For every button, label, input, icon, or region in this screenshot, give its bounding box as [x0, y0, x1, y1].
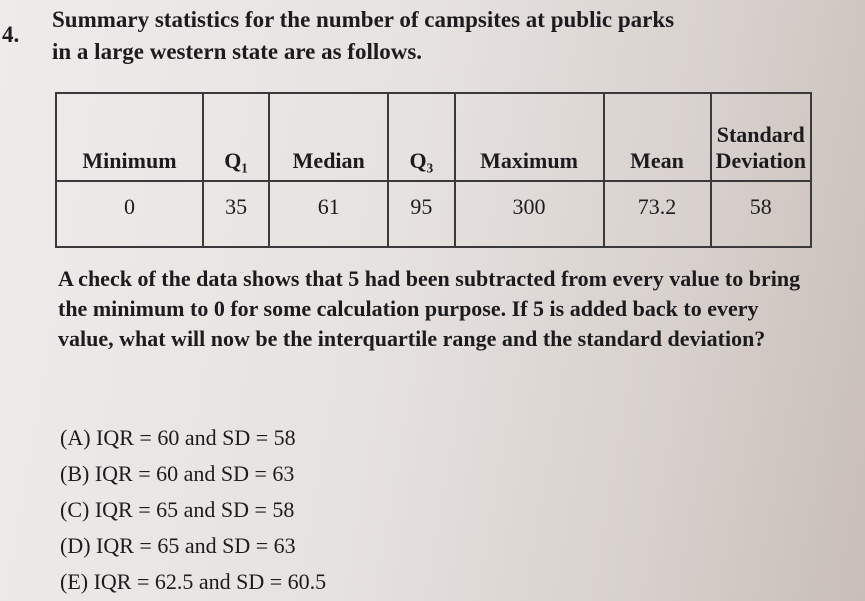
choice-a[interactable]: (A) IQR = 60 and SD = 58 [60, 425, 296, 450]
header-q1: Q₁ [203, 93, 269, 181]
answer-choices [60, 420, 326, 600]
choice-b[interactable]: (B) IQR = 60 and SD = 63 [60, 461, 295, 486]
question-title [52, 4, 832, 68]
value-maximum: 300 [455, 181, 604, 247]
value-mean: 73.2 [604, 181, 711, 247]
table-row [56, 181, 811, 247]
value-standard-deviation: 58 [711, 181, 811, 247]
summary-statistics-table [55, 92, 812, 248]
header-median: Median [269, 93, 388, 181]
header-maximum: Maximum [455, 93, 604, 181]
header-minimum: Minimum [56, 93, 203, 181]
choice-d[interactable]: (D) IQR = 65 and SD = 63 [60, 533, 296, 558]
header-mean: Mean [604, 93, 711, 181]
choice-c[interactable]: (C) IQR = 65 and SD = 58 [60, 497, 295, 522]
value-minimum: 0 [56, 181, 203, 247]
question-number: 4. [2, 22, 20, 47]
table-header-row [56, 93, 811, 181]
question-paragraph: A check of the data shows that 5 had been subtracted from every value to bring the minimum to 0 for some calculation purpose. If 5 is added back to every value, what will now be the interquartile range and the standard deviation? [58, 266, 801, 351]
header-q3: Q₃ [388, 93, 454, 181]
header-standard-deviation: Standard Deviation [711, 93, 811, 181]
question-title-line-2: in a large western state are as follows. [52, 39, 423, 64]
value-q3: 95 [388, 181, 454, 247]
question-title-line-1: Summary statistics for the number of campsites at public parks [52, 7, 675, 32]
value-q1: 35 [203, 181, 269, 247]
choice-e[interactable]: (E) IQR = 62.5 and SD = 60.5 [60, 569, 327, 594]
value-median: 61 [269, 181, 388, 247]
